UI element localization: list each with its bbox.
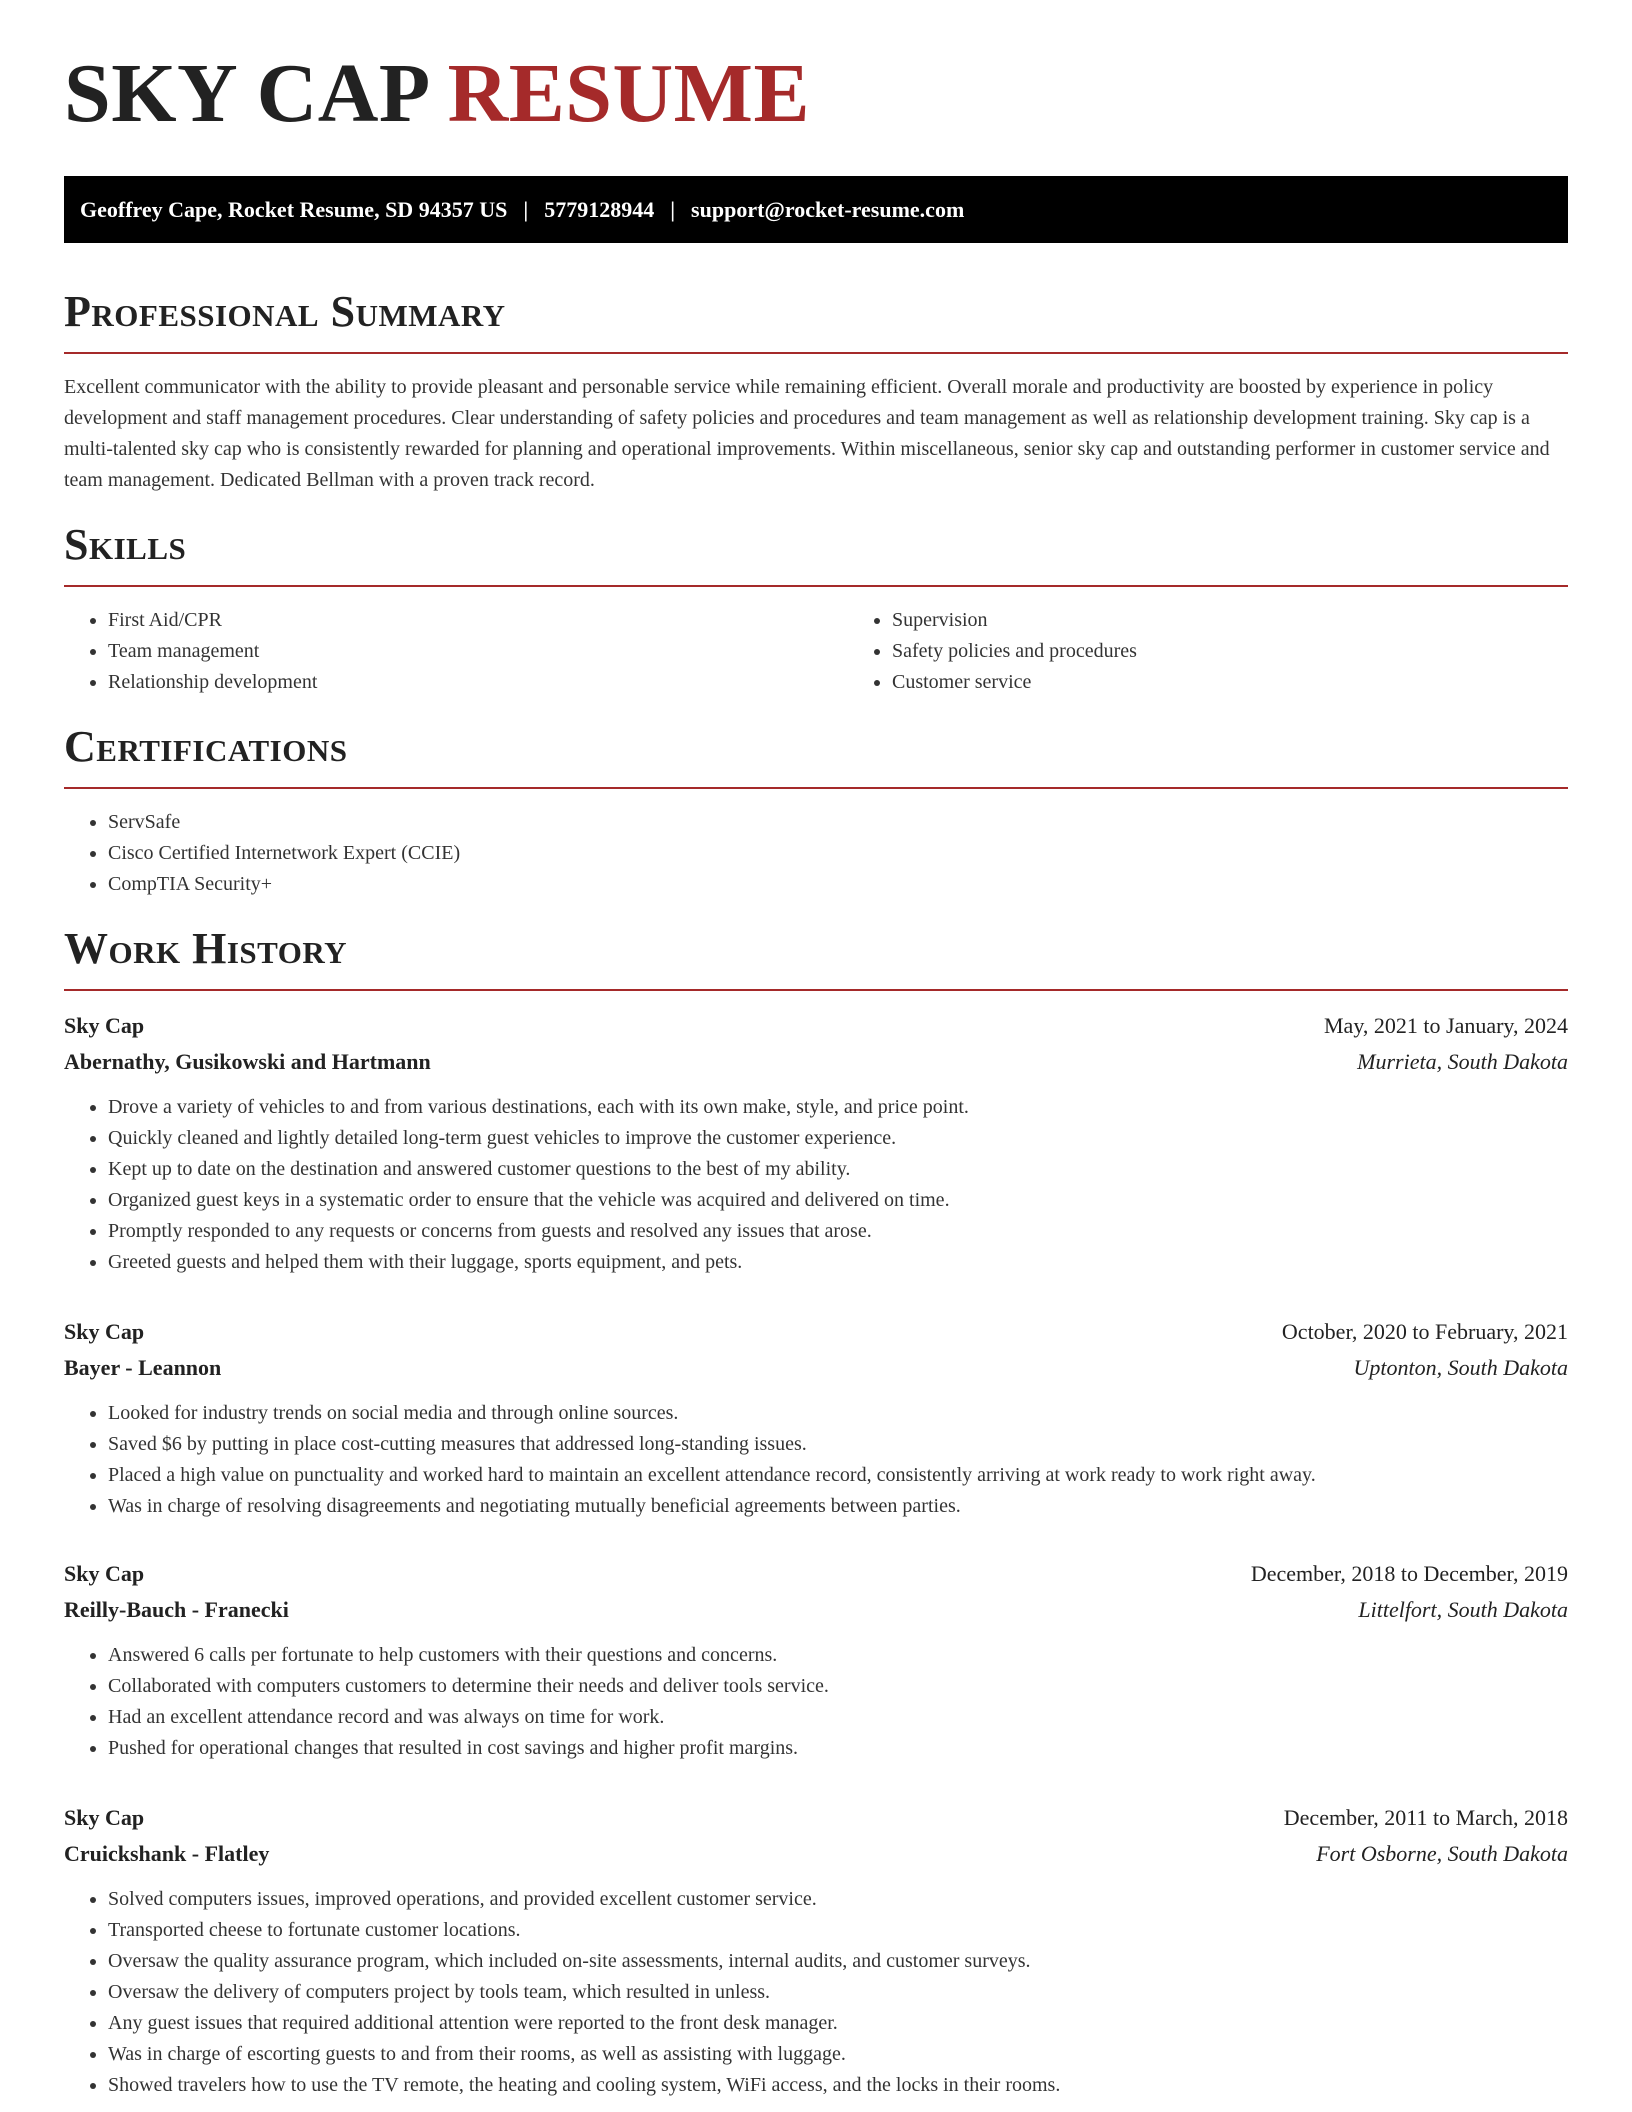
job-header-row: [64, 1556, 1568, 1592]
job-bullet: • Greeted guests and helped them with their luggage, sports equipment, and pets.: [108, 1247, 1568, 1278]
job-bullet: • Pushed for operational changes that resulted in cost savings and higher profit margins.: [108, 1733, 1568, 1764]
job-bullet: • Answered 6 calls per fortunate to help customers with their questions and concerns.: [108, 1640, 1568, 1671]
resume-title: [64, 47, 810, 140]
job-dates: October, 2020 to February, 2021: [1281, 1319, 1568, 1344]
job-bullet: • Kept up to date on the destination and answered customer questions to the best of my ability.: [108, 1154, 1568, 1185]
job-bullets: [64, 1640, 1568, 1764]
contact-separator: |: [670, 196, 676, 222]
job-bullet: • Quickly cleaned and lightly detailed long-term guest vehicles to improve the customer experience.: [108, 1123, 1568, 1154]
job-bullets: [64, 1884, 1568, 2101]
job-location: Uptonton, South Dakota: [1353, 1355, 1568, 1380]
job-bullet: • Looked for industry trends on social media and through online sources.: [108, 1398, 1568, 1429]
contact-address: Geoffrey Cape, Rocket Resume, SD 94357 US: [80, 196, 508, 222]
job-entry: [64, 1800, 1568, 2101]
summary-heading: Professional Summary: [64, 290, 1568, 354]
job-company: Cruickshank - Flatley: [64, 1841, 270, 1866]
job-company-row: [64, 1044, 1568, 1080]
job-bullet: • Transported cheese to fortunate customer locations.: [108, 1915, 1568, 1946]
job-dates: December, 2018 to December, 2019: [1250, 1561, 1568, 1586]
job-company-row: [64, 1350, 1568, 1386]
job-title: Sky Cap: [64, 1561, 145, 1586]
summary-text: Excellent communicator with the ability to provide pleasant and personable service while remaining efficient. Overall morale and productivity are boosted by experience in policy development and staff management procedures. Clear understanding of safety policies and procedures and team management as well as relationship development training. Sky cap is a multi-talented sky cap who is consistently rewarded for planning and operational improvements. Within miscellaneous, senior sky cap and outstanding performer in customer service and team management. Dedicated Bellman with a proven track record.: [64, 376, 1550, 491]
job-bullet: • Organized guest keys in a systematic order to ensure that the vehicle was acquired and delivered on time.: [108, 1185, 1568, 1216]
job-company: Reilly-Bauch - Franecki: [64, 1597, 289, 1622]
contact-separator: |: [523, 196, 529, 222]
certification-item: • CompTIA Security+: [108, 869, 1568, 900]
job-header-row: [64, 1800, 1568, 1836]
certifications-heading: Certifications: [64, 725, 1568, 789]
job-bullet: • Showed travelers how to use the TV remote, the heating and cooling system, WiFi access, and the locks in their rooms.: [108, 2070, 1568, 2101]
skills-heading: Skills: [64, 523, 1568, 587]
job-header-row: [64, 1008, 1568, 1044]
skill-item: • Customer service: [892, 667, 1632, 698]
job-title: Sky Cap: [64, 1319, 145, 1344]
skills-list-right: [848, 605, 1632, 698]
job-bullet: • Promptly responded to any requests or concerns from guests and resolved any issues that arose.: [108, 1216, 1568, 1247]
job-bullet: • Saved $6 by putting in place cost-cutting measures that addressed long-standing issues.: [108, 1429, 1568, 1460]
job-entry: [64, 1314, 1568, 1522]
job-bullets: [64, 1092, 1568, 1278]
skill-item: • Team management: [108, 636, 848, 667]
summary-section: [64, 287, 1568, 496]
skill-item: • Safety policies and procedures: [892, 636, 1632, 667]
job-bullet: • Any guest issues that required additional attention were reported to the front desk manager.: [108, 2008, 1568, 2039]
job-entry: [64, 1008, 1568, 1278]
job-title: Sky Cap: [64, 1013, 145, 1038]
job-company: Abernathy, Gusikowski and Hartmann: [64, 1049, 431, 1074]
work-history-heading: Work History: [64, 927, 1568, 991]
job-bullet: • Had an excellent attendance record and was always on time for work.: [108, 1702, 1568, 1733]
work-history-section: [64, 924, 1568, 991]
job-location: Murrieta, South Dakota: [1357, 1049, 1568, 1074]
certification-item: • Cisco Certified Internetwork Expert (CCIE): [108, 838, 1568, 869]
job-bullet: • Oversaw the quality assurance program, which included on-site assessments, internal audits, and customer surveys.: [108, 1946, 1568, 1977]
certifications-list: [64, 807, 1568, 900]
skills-section: [64, 520, 1568, 698]
job-location: Littelfort, South Dakota: [1358, 1597, 1568, 1622]
skill-item: • Relationship development: [108, 667, 848, 698]
job-bullets: [64, 1398, 1568, 1522]
job-company-row: [64, 1836, 1568, 1872]
job-dates: December, 2011 to March, 2018: [1283, 1805, 1568, 1830]
skill-item: • First Aid/CPR: [108, 605, 848, 636]
contact-phone: 5779128944: [544, 196, 655, 222]
job-bullet: • Was in charge of resolving disagreements and negotiating mutually beneficial agreements between parties.: [108, 1491, 1568, 1522]
skills-grid: [64, 587, 1568, 698]
title-name: SKY CAP: [64, 47, 427, 140]
job-header-row: [64, 1314, 1568, 1350]
job-bullet: • Drove a variety of vehicles to and from various destinations, each with its own make, style, and price point.: [108, 1092, 1568, 1123]
skill-item: • Supervision: [892, 605, 1632, 636]
job-company-row: [64, 1592, 1568, 1628]
skills-list-left: [64, 605, 848, 698]
job-bullet: • Was in charge of escorting guests to and from their rooms, as well as assisting with luggage.: [108, 2039, 1568, 2070]
job-bullet: • Oversaw the delivery of computers project by tools team, which resulted in unless.: [108, 1977, 1568, 2008]
certifications-section: [64, 722, 1568, 900]
contact-bar: [64, 176, 1568, 243]
job-dates: May, 2021 to January, 2024: [1324, 1013, 1568, 1038]
job-bullet: • Solved computers issues, improved operations, and provided excellent customer service.: [108, 1884, 1568, 1915]
job-bullet: • Collaborated with computers customers to determine their needs and deliver tools service.: [108, 1671, 1568, 1702]
title-accent: RESUME: [447, 47, 810, 140]
contact-email: support@rocket-resume.com: [691, 196, 965, 222]
job-bullet: • Placed a high value on punctuality and worked hard to maintain an excellent attendance record, consistently arriving at work ready to work right away.: [108, 1460, 1568, 1491]
job-location: Fort Osborne, South Dakota: [1316, 1841, 1568, 1866]
certification-item: • ServSafe: [108, 807, 1568, 838]
job-company: Bayer - Leannon: [64, 1355, 222, 1380]
job-entry: [64, 1556, 1568, 1764]
job-title: Sky Cap: [64, 1805, 145, 1830]
